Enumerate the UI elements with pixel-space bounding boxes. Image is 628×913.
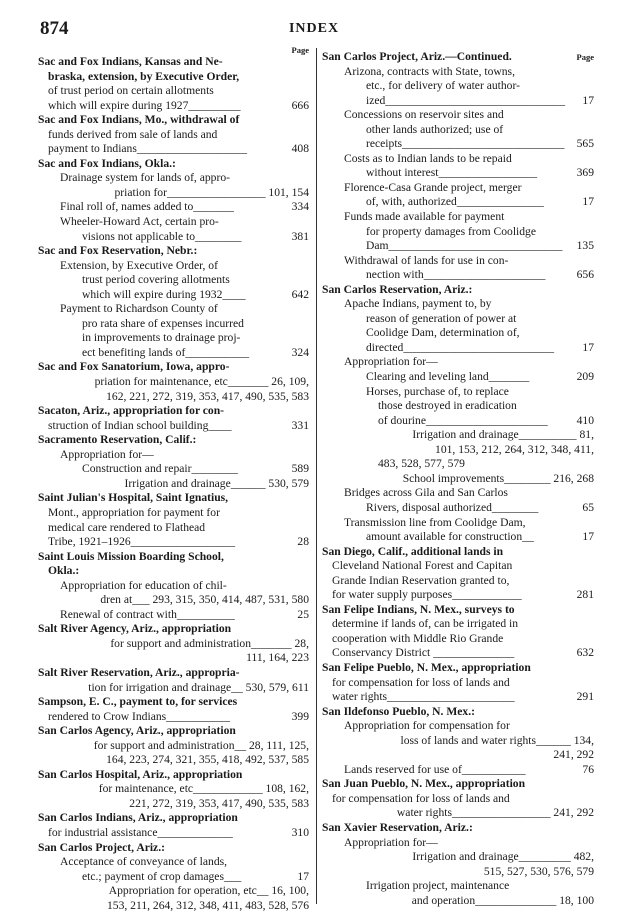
index-line-text: Extension, by Executive Order, of xyxy=(60,258,218,272)
index-line xyxy=(38,811,309,826)
index-line xyxy=(322,588,594,603)
index-line-text: School improvements________ 216, 268 xyxy=(402,471,594,485)
index-line-text: Appropriation for— xyxy=(344,835,438,849)
index-line-text: 162, 221, 272, 319, 353, 417, 490, 535, 583 xyxy=(106,389,309,403)
index-line-text: Clearing and leveling land_______ xyxy=(366,370,530,384)
index-line xyxy=(322,574,594,589)
index-line-text: 101, 153, 212, 264, 312, 348, 411, xyxy=(435,442,594,456)
index-line-text: San Felipe Pueblo, N. Mex., appropriation xyxy=(322,660,531,674)
index-line xyxy=(322,166,594,181)
index-line xyxy=(322,603,594,618)
index-line xyxy=(38,448,309,463)
index-line xyxy=(38,768,309,783)
page-column-label: Page xyxy=(575,50,594,65)
index-line xyxy=(38,462,309,477)
index-line xyxy=(38,826,309,841)
index-line-text: of, with, authorized_______________ xyxy=(366,195,544,209)
index-line-text: Rivers, disposal authorized________ xyxy=(366,500,539,514)
index-line xyxy=(38,288,309,303)
index-line xyxy=(38,70,309,85)
index-line-text: Sac and Fox Indians, Mo., withdrawal of xyxy=(38,113,240,127)
index-line xyxy=(38,884,309,899)
index-line xyxy=(38,331,309,346)
page-reference: 408 xyxy=(291,142,309,156)
page-reference: 17 xyxy=(582,195,594,209)
page-reference: 656 xyxy=(576,268,594,282)
index-line-text: Drainage system for lands of, appro- xyxy=(60,171,230,185)
index-line xyxy=(322,195,594,210)
index-line xyxy=(322,283,594,298)
index-line xyxy=(322,530,594,545)
index-line-text: Grande Indian Reservation granted to, xyxy=(332,573,510,587)
index-line-text: which will expire during 1932____ xyxy=(82,287,246,301)
index-line-text: Acceptance of conveyance of lands, xyxy=(60,855,228,869)
index-line xyxy=(38,186,309,201)
index-line xyxy=(38,491,309,506)
index-line xyxy=(38,506,309,521)
page-reference: 17 xyxy=(297,869,309,883)
index-line-text: Concessions on reservoir sites and xyxy=(344,108,504,122)
index-line xyxy=(38,550,309,565)
index-line-text: Lands reserved for use of___________ xyxy=(344,762,526,776)
index-line-text: San Felipe Indians, N. Mex., surveys to xyxy=(322,602,515,616)
index-line-text: which will expire during 1927_________ xyxy=(48,98,241,112)
index-line xyxy=(38,666,309,681)
index-line xyxy=(322,806,594,821)
index-line-text: Sacramento Reservation, Calif.: xyxy=(38,433,197,447)
index-line-text: San Juan Pueblo, N. Mex., appropriation xyxy=(322,777,526,791)
right-column xyxy=(322,50,594,908)
index-line xyxy=(38,870,309,885)
index-line xyxy=(38,579,309,594)
index-line xyxy=(322,239,594,254)
index-line xyxy=(38,259,309,274)
left-index-entries xyxy=(38,55,309,913)
index-line xyxy=(322,225,594,240)
index-line-text: Irrigation and drainage_________ 482, xyxy=(412,850,594,864)
index-line-text: Construction and repair________ xyxy=(82,462,238,476)
index-line-text: Sac and Fox Reservation, Nebr.: xyxy=(38,244,198,258)
index-line-text: for compensation for loss of lands and xyxy=(332,675,510,689)
page-reference: 281 xyxy=(576,588,594,602)
index-line-text: Appropriation for— xyxy=(344,355,438,369)
index-line-text: funds derived from sale of lands and xyxy=(48,127,218,141)
index-line xyxy=(322,545,594,560)
index-line xyxy=(322,268,594,283)
index-line xyxy=(322,865,594,880)
index-line xyxy=(322,428,594,443)
page-reference: 666 xyxy=(291,98,309,112)
index-line xyxy=(38,681,309,696)
index-line-text: tion for irrigation and drainage__ 530, 579, 611 xyxy=(88,680,309,694)
index-line xyxy=(38,171,309,186)
page-reference: 642 xyxy=(291,287,309,301)
index-line xyxy=(322,690,594,705)
index-line xyxy=(38,477,309,492)
page-title: INDEX xyxy=(288,21,340,36)
index-line-text: of trust period on certain allotments xyxy=(48,84,214,98)
index-line-text: Florence-Casa Grande project, merger xyxy=(344,180,522,194)
index-line-text: water rights_________________ 241, 292 xyxy=(396,806,594,820)
index-line xyxy=(38,535,309,550)
index-line-text: Arizona, contracts with State, towns, xyxy=(344,64,515,78)
index-line-text: Funds made available for payment xyxy=(344,210,505,224)
index-line-text: without interest_________________ xyxy=(366,166,537,180)
index-line xyxy=(38,157,309,172)
index-line xyxy=(322,559,594,574)
index-line-text: water rights______________________ xyxy=(332,690,515,704)
index-line xyxy=(38,622,309,637)
index-line xyxy=(322,516,594,531)
index-line-text: for industrial assistance_____________ xyxy=(48,825,233,839)
index-line-text: Payment to Richardson County of xyxy=(60,302,218,316)
index-line xyxy=(38,55,309,70)
index-line xyxy=(322,705,594,720)
index-line xyxy=(322,763,594,778)
column-divider xyxy=(316,48,317,904)
index-line-text: 164, 223, 274, 321, 355, 418, 492, 537, 585 xyxy=(106,753,309,767)
index-line xyxy=(322,879,594,894)
index-line-text: San Ildefonso Pueblo, N. Mex.: xyxy=(322,704,475,718)
right-index-entries xyxy=(322,65,594,909)
page-reference: 17 xyxy=(582,93,594,107)
index-line-text: Sac and Fox Indians, Kansas and Ne- xyxy=(38,55,223,68)
index-line-text: Sacaton, Ariz., appropriation for con- xyxy=(38,404,225,418)
index-line-text: Apache Indians, payment to, by xyxy=(344,297,492,311)
index-line xyxy=(38,855,309,870)
index-line-text: 153, 211, 264, 312, 348, 411, 483, 528, 576 xyxy=(106,898,309,912)
page-reference: 589 xyxy=(291,462,309,476)
page-reference: 324 xyxy=(291,345,309,359)
index-line xyxy=(38,710,309,725)
index-line-text: dren at___ 293, 315, 350, 414, 487, 531, 580 xyxy=(100,593,309,607)
index-line xyxy=(38,841,309,856)
index-line xyxy=(38,230,309,245)
index-line xyxy=(322,326,594,341)
index-line xyxy=(322,486,594,501)
page-reference: 17 xyxy=(582,340,594,354)
index-line xyxy=(322,472,594,487)
index-line-text: Sac and Fox Sanatorium, Iowa, appro- xyxy=(38,360,230,374)
index-line xyxy=(322,676,594,691)
index-line xyxy=(322,297,594,312)
index-line xyxy=(322,850,594,865)
index-line-text: for support and administration_______ 28, xyxy=(110,636,309,650)
index-line xyxy=(38,346,309,361)
index-line-text: ect benefiting lands of___________ xyxy=(82,345,250,359)
index-line-text: those destroyed in eradication xyxy=(378,399,517,413)
page-reference: 331 xyxy=(291,418,309,432)
index-line xyxy=(38,128,309,143)
index-line xyxy=(322,777,594,792)
index-line-text: 483, 528, 577, 579 xyxy=(378,457,465,471)
page-reference: 135 xyxy=(576,239,594,253)
index-line-text: in improvements to drainage proj- xyxy=(82,331,241,345)
index-line-text: receipts____________________________ xyxy=(366,137,565,151)
index-line xyxy=(38,593,309,608)
index-line xyxy=(38,695,309,710)
index-line-text: San Carlos Project, Ariz.: xyxy=(38,840,165,854)
index-line-text: Appropriation for education of chil- xyxy=(60,578,227,592)
index-line xyxy=(322,632,594,647)
index-line xyxy=(322,734,594,749)
index-line-text: Irrigation and drainage__________ 81, xyxy=(412,428,594,442)
index-line xyxy=(322,719,594,734)
index-line-text: San Carlos Reservation, Ariz.: xyxy=(322,282,473,296)
index-line-text: Costs as to Indian lands to be repaid xyxy=(344,151,512,165)
index-line-text: etc., for delivery of water author- xyxy=(366,79,520,93)
index-line-text: loss of lands and water rights______ 134, xyxy=(400,733,594,747)
page-header xyxy=(0,18,628,40)
index-line-text: struction of Indian school building____ xyxy=(48,418,232,432)
index-line xyxy=(38,899,309,913)
index-line xyxy=(38,797,309,812)
index-line xyxy=(322,370,594,385)
index-line-text: Bridges across Gila and San Carlos xyxy=(344,486,508,500)
index-line-text: Appropriation for compensation for xyxy=(344,719,510,733)
page-reference: 310 xyxy=(291,825,309,839)
index-line-text: rendered to Crow Indians___________ xyxy=(48,709,230,723)
page-reference: 17 xyxy=(582,530,594,544)
index-line-text: Mont., appropriation for payment for xyxy=(48,505,220,519)
index-line xyxy=(322,181,594,196)
index-line-text: of dourine_____________________ xyxy=(378,413,548,427)
index-line-text: San Carlos Hospital, Ariz., appropriation xyxy=(38,767,243,781)
index-line xyxy=(38,608,309,623)
left-column xyxy=(38,45,309,913)
index-line xyxy=(322,501,594,516)
index-line xyxy=(322,108,594,123)
index-line xyxy=(322,312,594,327)
index-line xyxy=(322,457,594,472)
index-line xyxy=(38,375,309,390)
index-line-text: medical care rendered to Flathead xyxy=(48,520,206,534)
index-line xyxy=(322,414,594,429)
index-line xyxy=(38,273,309,288)
index-line xyxy=(38,404,309,419)
index-line xyxy=(322,894,594,909)
page-reference: 28 xyxy=(297,535,309,549)
index-line xyxy=(322,79,594,94)
index-line xyxy=(322,399,594,414)
page-reference: 334 xyxy=(291,200,309,214)
index-line xyxy=(322,617,594,632)
index-line xyxy=(38,739,309,754)
index-line-text: Salt River Agency, Ariz., appropriation xyxy=(38,622,232,636)
index-line-text: Okla.: xyxy=(48,564,80,578)
index-line-text: Saint Louis Mission Boarding School, xyxy=(38,549,224,563)
index-line-text: Conservancy District ______________ xyxy=(332,646,515,660)
index-line-text: for compensation for loss of lands and xyxy=(332,791,510,805)
index-line-text: etc.; payment of crop damages___ xyxy=(82,869,242,883)
index-line xyxy=(38,724,309,739)
index-line-text: Wheeler-Howard Act, certain pro- xyxy=(60,215,219,229)
index-line xyxy=(322,821,594,836)
index-line xyxy=(38,302,309,317)
index-line xyxy=(322,792,594,807)
index-line-text: Horses, purchase of, to replace xyxy=(366,384,509,398)
index-line-text: pro rata share of expenses incurred xyxy=(82,316,244,330)
index-line xyxy=(322,94,594,109)
index-line xyxy=(38,99,309,114)
index-line xyxy=(322,123,594,138)
page-reference: 209 xyxy=(576,370,594,384)
index-line-text: San Diego, Calif., additional lands in xyxy=(322,544,504,558)
index-line xyxy=(322,836,594,851)
index-line-text: braska, extension, by Executive Order, xyxy=(48,69,240,83)
index-line-text: Saint Julian's Hospital, Saint Ignatius, xyxy=(38,491,229,505)
index-line-text: Appropriation for operation, etc__ 16, 100, xyxy=(108,884,309,898)
index-line-text: 241, 292 xyxy=(553,748,594,762)
index-line-text: San Xavier Reservation, Ariz.: xyxy=(322,820,473,834)
index-line-text: Sac and Fox Indians, Okla.: xyxy=(38,156,176,170)
page-number: 874 xyxy=(40,18,69,39)
index-line-text: determine if lands of, can be irrigated in xyxy=(332,617,519,631)
index-line-text: ized_______________________________ xyxy=(366,93,566,107)
index-line-text: Irrigation and drainage______ 530, 579 xyxy=(124,476,309,490)
index-line xyxy=(322,65,594,80)
index-line-text: 221, 272, 319, 353, 417, 490, 535, 583 xyxy=(129,796,309,810)
index-line-text: trust period covering allotments xyxy=(82,273,230,287)
index-line-text: priation for_________________ 101, 154 xyxy=(114,185,309,199)
index-line-text: Appropriation for— xyxy=(60,447,154,461)
index-line xyxy=(38,419,309,434)
index-line-text: San Carlos Indians, Ariz., appropriation xyxy=(38,811,238,825)
index-line-text: and operation______________ 18, 100 xyxy=(411,893,594,907)
index-line-text: visions not applicable to________ xyxy=(82,229,242,243)
index-line-text: cooperation with Middle Rio Grande xyxy=(332,631,504,645)
page-reference: 25 xyxy=(297,607,309,621)
index-line xyxy=(38,753,309,768)
index-line-text: reason of generation of power at xyxy=(366,311,517,325)
index-line xyxy=(38,360,309,375)
index-line-text: Renewal of contract with__________ xyxy=(60,607,235,621)
index-line xyxy=(322,254,594,269)
page-reference: 565 xyxy=(576,137,594,151)
index-line xyxy=(322,210,594,225)
page-reference: 369 xyxy=(576,166,594,180)
index-line-text: Irrigation project, maintenance xyxy=(366,879,510,893)
index-line-text: Coolidge Dam, determination of, xyxy=(366,326,520,340)
index-line xyxy=(322,443,594,458)
index-line xyxy=(322,661,594,676)
page-column-label: Page xyxy=(291,45,309,55)
index-line xyxy=(322,355,594,370)
index-line xyxy=(322,137,594,152)
index-line-text: for water supply purposes____________ xyxy=(332,588,522,602)
index-line xyxy=(38,433,309,448)
index-line xyxy=(38,84,309,99)
index-line-text: directed__________________________ xyxy=(366,340,555,354)
index-line-text: for support and administration__ 28, 111, 125, xyxy=(93,738,309,752)
index-line xyxy=(38,521,309,536)
index-line-text: Sampson, E. C., payment to, for services xyxy=(38,695,238,709)
index-line-text: Tribe, 1921–1926__________________ xyxy=(48,535,236,549)
index-line xyxy=(38,244,309,259)
index-line-text: Transmission line from Coolidge Dam, xyxy=(344,515,526,529)
index-line xyxy=(38,782,309,797)
index-line xyxy=(38,113,309,128)
page-reference: 291 xyxy=(576,690,594,704)
index-line xyxy=(322,748,594,763)
index-line xyxy=(322,341,594,356)
index-line-text: for maintenance, etc____________ 108, 162, xyxy=(98,782,309,796)
index-line xyxy=(38,651,309,666)
page-reference: 399 xyxy=(291,709,309,723)
page-reference: 381 xyxy=(291,229,309,243)
index-line-text: Salt River Reservation, Ariz., appropria- xyxy=(38,665,240,679)
index-line-text: 111, 164, 223 xyxy=(246,651,309,665)
page-reference: 65 xyxy=(582,500,594,514)
index-line xyxy=(322,385,594,400)
index-line-text: for property damages from Coolidge xyxy=(366,224,536,238)
index-line xyxy=(322,152,594,167)
index-line-text: Cleveland National Forest and Capitan xyxy=(332,559,513,573)
index-line xyxy=(38,200,309,215)
index-line-text: Withdrawal of lands for use in con- xyxy=(344,253,509,267)
page-reference: 76 xyxy=(582,762,594,776)
index-line-text: amount available for construction__ xyxy=(366,530,534,544)
page-reference: 632 xyxy=(576,646,594,660)
index-line-text: Final roll of, names added to_______ xyxy=(60,200,234,214)
index-line xyxy=(38,215,309,230)
page-reference: 410 xyxy=(576,413,594,427)
index-line-text: Dam______________________________ xyxy=(366,239,563,253)
index-line-text: nection with_____________________ xyxy=(366,268,546,282)
index-line-text: 515, 527, 530, 576, 579 xyxy=(483,864,594,878)
continued-heading: San Carlos Project, Ariz.—Continued. Page xyxy=(322,50,594,63)
index-line-text: payment to Indians___________________ xyxy=(48,142,248,156)
index-line-text: priation for maintenance, etc_______ 26, 109, xyxy=(94,375,309,389)
index-line xyxy=(38,564,309,579)
index-line-text: San Carlos Agency, Ariz., appropriation xyxy=(38,724,236,738)
index-line xyxy=(38,637,309,652)
index-line xyxy=(38,317,309,332)
index-line xyxy=(38,390,309,405)
index-line xyxy=(38,142,309,157)
index-line xyxy=(322,646,594,661)
index-line-text: other lands authorized; use of xyxy=(366,122,504,136)
